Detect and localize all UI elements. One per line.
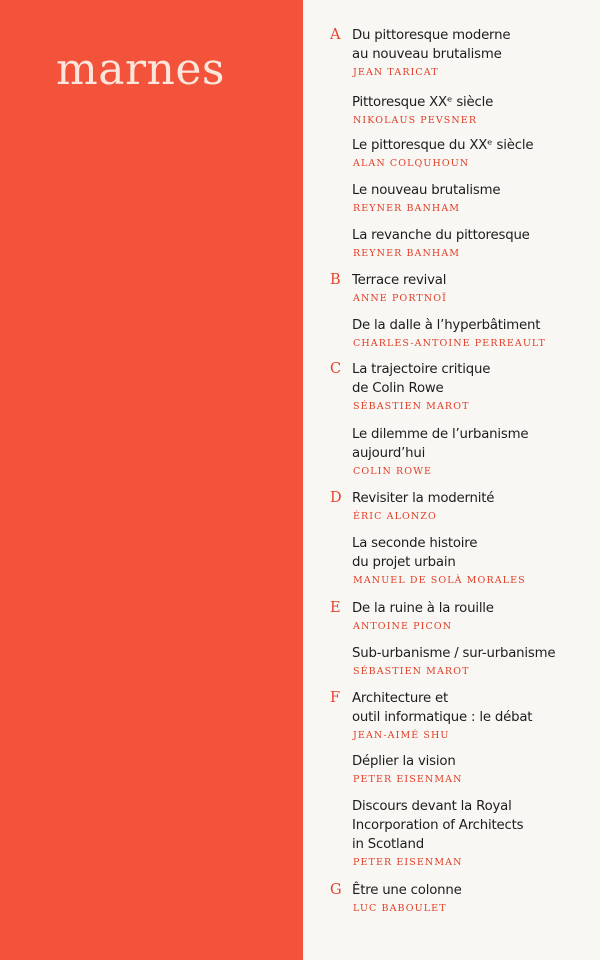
article-title-line: Incorporation of Architects (352, 818, 524, 833)
article-title-line: Revisiter la modernité (352, 491, 495, 506)
article-title-line: Être une colonne (352, 883, 462, 898)
article-title (352, 489, 592, 508)
article-title-line: La seconde histoire (352, 536, 478, 551)
article-title (352, 226, 592, 245)
article-author: LUC BABOULET (353, 903, 447, 914)
article-author: CHARLES-ANTOINE PERREAULT (353, 338, 546, 349)
article-title (352, 316, 592, 335)
article-title-line: de Colin Rowe (352, 381, 444, 396)
article-title-line: in Scotland (352, 837, 424, 852)
article-title (352, 881, 592, 900)
article-title-line: Sub-urbanisme / sur-urbanisme (352, 646, 556, 661)
article-title (352, 425, 592, 463)
article-author: PETER EISENMAN (353, 857, 463, 868)
article-title-line: Déplier la vision (352, 754, 456, 769)
article-title (352, 797, 592, 854)
section-letter: D (330, 490, 342, 506)
article-title-line: Pittoresque XXᵉ siècle (352, 95, 494, 110)
article-title-line: Discours devant la Royal (352, 799, 512, 814)
article-title-line: au nouveau brutalisme (352, 47, 502, 62)
article-title (352, 599, 592, 618)
article-title-line: Le pittoresque du XXᵉ siècle (352, 138, 534, 153)
article-title (352, 534, 592, 572)
article-title (352, 360, 592, 398)
article-author: REYNER BANHAM (353, 203, 461, 214)
article-title-line: Le dilemme de l’urbanisme (352, 427, 529, 442)
article-title-line: De la dalle à l’hyperbâtiment (352, 318, 541, 333)
article-title-line: Architecture et (352, 691, 449, 706)
article-author: COLIN ROWE (353, 466, 433, 477)
article-title-line: La revanche du pittoresque (352, 228, 530, 243)
article-author: JEAN-AIMÉ SHU (353, 730, 450, 741)
article-author: ALAN COLQUHOUN (353, 158, 470, 169)
section-letter: A (330, 27, 341, 43)
article-author: ÉRIC ALONZO (353, 511, 437, 522)
journal-title: marnes (56, 44, 225, 95)
article-title (352, 26, 592, 64)
article-title-line: La trajectoire critique (352, 362, 491, 377)
section-letter: E (330, 600, 341, 616)
article-author: JEAN TARICAT (353, 67, 439, 78)
article-author: NIKOLAUS PEVSNER (353, 115, 478, 126)
article-title-line: Terrace revival (352, 273, 447, 288)
article-author: ANTOINE PICON (353, 621, 453, 632)
article-title-line: outil informatique : le débat (352, 710, 533, 725)
article-title (352, 689, 592, 727)
section-letter: G (330, 882, 342, 898)
table-of-contents (304, 0, 600, 960)
article-author: SÉBASTIEN MAROT (353, 666, 470, 677)
article-author: REYNER BANHAM (353, 248, 461, 259)
section-letter: F (330, 690, 341, 706)
article-title (352, 136, 592, 155)
article-title-line: aujourd’hui (352, 446, 426, 461)
section-letter: C (330, 361, 342, 377)
article-title-line: De la ruine à la rouille (352, 601, 494, 616)
article-title-line: Du pittoresque moderne (352, 28, 511, 43)
article-author: PETER EISENMAN (353, 774, 463, 785)
article-title (352, 752, 592, 771)
article-title (352, 93, 592, 112)
article-author: SÉBASTIEN MAROT (353, 401, 470, 412)
article-title (352, 181, 592, 200)
article-title (352, 271, 592, 290)
article-author: MANUEL DE SOLÀ MORALES (353, 575, 526, 586)
article-title (352, 644, 592, 663)
article-title-line: du projet urbain (352, 555, 456, 570)
article-author: ANNE PORTNOÏ (353, 293, 447, 304)
article-title-line: Le nouveau brutalisme (352, 183, 501, 198)
section-letter: B (330, 272, 341, 288)
